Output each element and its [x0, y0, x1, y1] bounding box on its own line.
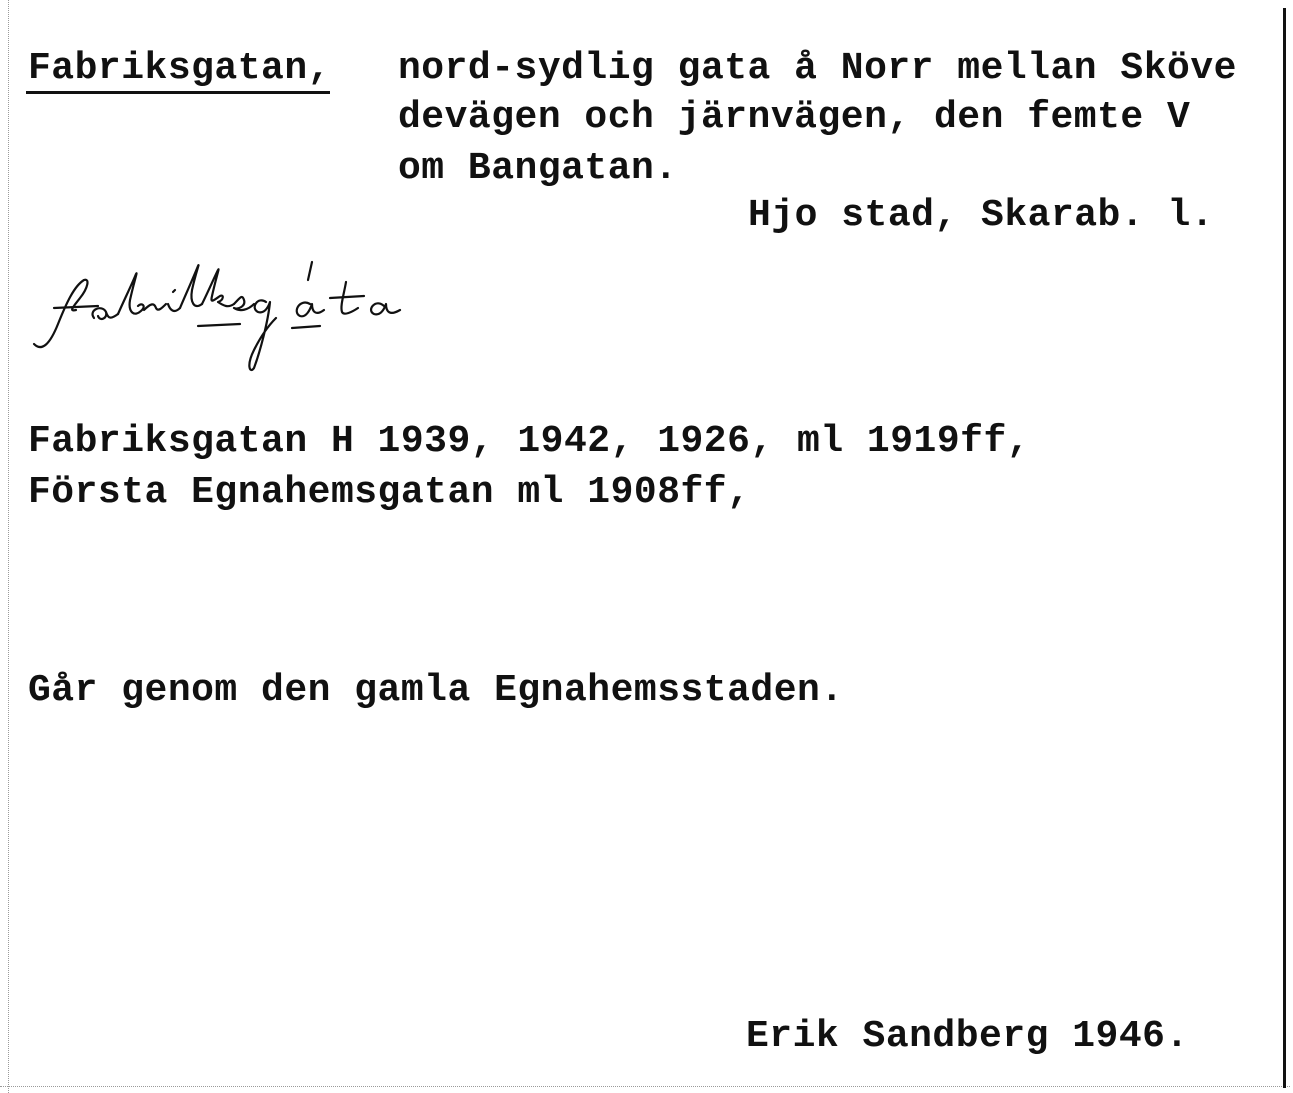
description-line-1: nord-sydlig gata å Norr mellan Sköve: [398, 47, 1237, 90]
handwriting-drawing: [28, 252, 628, 374]
history-line-1: Fabriksgatan H 1939, 1942, 1926, ml 1919ff,: [28, 420, 1031, 463]
headword: Fabriksgatan,: [28, 47, 331, 90]
note-line: Går genom den gamla Egnahemsstaden.: [28, 669, 844, 712]
handwritten-pronunciation: [28, 252, 628, 374]
card-bottom-edge: [0, 1086, 1290, 1088]
card-left-edge: [8, 0, 10, 1093]
history-line-2: Första Egnahemsgatan ml 1908ff,: [28, 471, 751, 514]
location-line: Hjo stad, Skarab. l.: [748, 194, 1215, 237]
headword-underline: [26, 91, 330, 94]
signature-line: Erik Sandberg 1946.: [746, 1015, 1189, 1058]
description-line-3: om Bangatan.: [398, 147, 678, 190]
card-right-border: [1283, 8, 1286, 1088]
description-line-2: devägen och järnvägen, den femte V: [398, 96, 1191, 139]
